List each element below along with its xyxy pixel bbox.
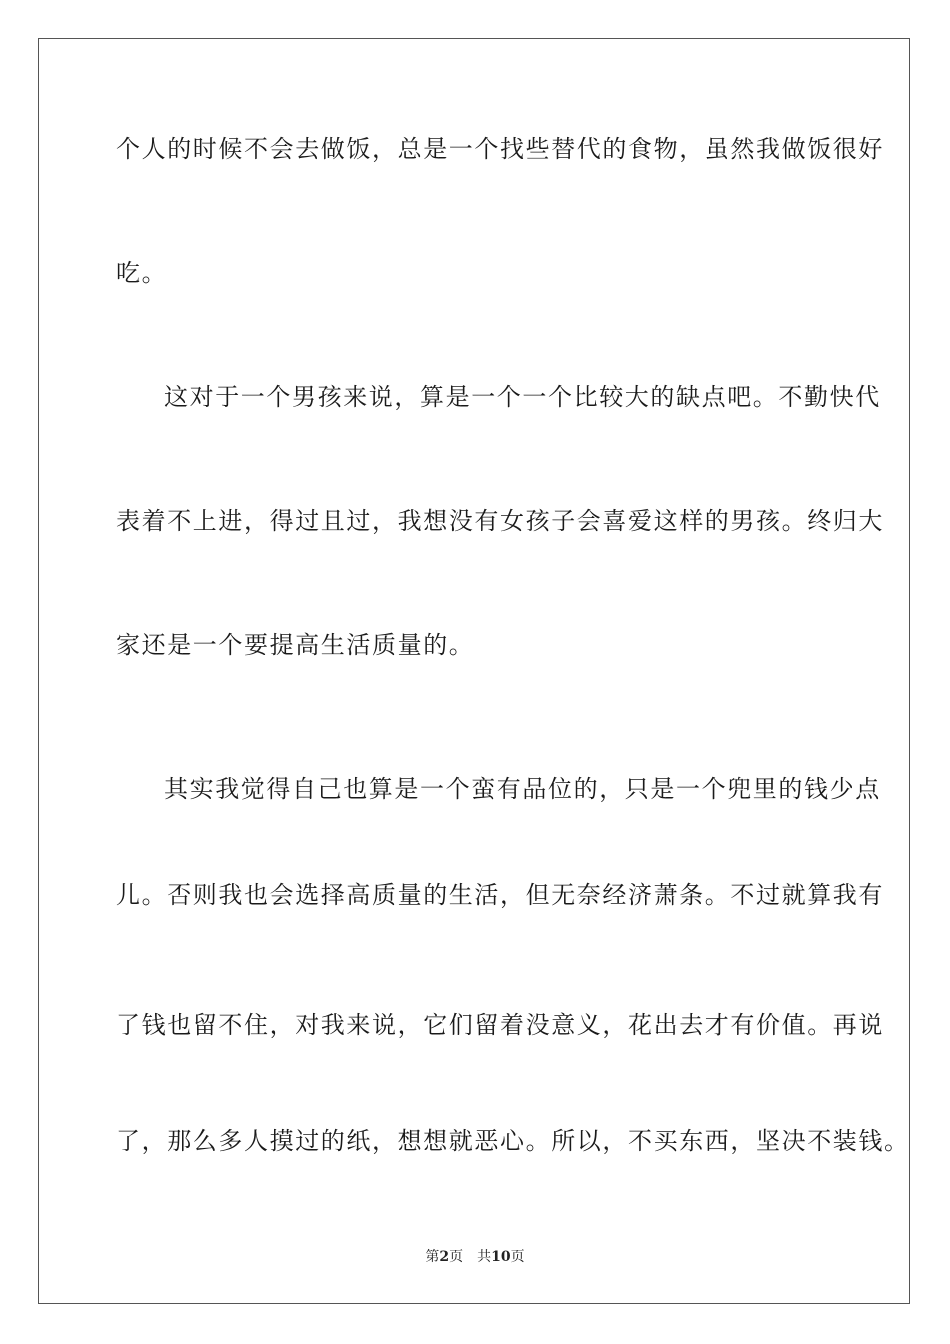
page-footer xyxy=(0,1248,950,1266)
page-suffix: 页 xyxy=(449,1249,464,1265)
paragraph-line: 儿。否则我也会选择高质量的生活，但无奈经济萧条。不过就算我有 xyxy=(116,881,884,909)
current-page-number: 2 xyxy=(439,1249,450,1265)
total-suffix: 页 xyxy=(510,1249,525,1265)
page-frame xyxy=(38,38,910,1304)
paragraph-line: 其实我觉得自己也算是一个蛮有品位的，只是一个兜里的钱少点 xyxy=(164,775,881,803)
paragraph-line: 家还是一个要提高生活质量的。 xyxy=(116,631,475,659)
paragraph-line: 表着不上进，得过且过，我想没有女孩子会喜爱这样的男孩。终归大 xyxy=(116,507,884,535)
paragraph-line: 了，那么多人摸过的纸，想想就恶心。所以，不买东西，坚决不装钱。 xyxy=(116,1127,910,1155)
total-prefix: 共 xyxy=(477,1249,492,1265)
paragraph-line: 了钱也留不住，对我来说，它们留着没意义，花出去才有价值。再说 xyxy=(116,1011,884,1039)
paragraph-line: 这对于一个男孩来说，算是一个一个比较大的缺点吧。不勤快代 xyxy=(164,383,881,411)
paragraph-line: 吃。 xyxy=(116,259,168,287)
paragraph-line: 个人的时候不会去做饭，总是一个找些替代的食物，虽然我做饭很好 xyxy=(116,135,884,163)
total-page-number: 10 xyxy=(491,1249,511,1265)
page-prefix: 第 xyxy=(425,1249,440,1265)
